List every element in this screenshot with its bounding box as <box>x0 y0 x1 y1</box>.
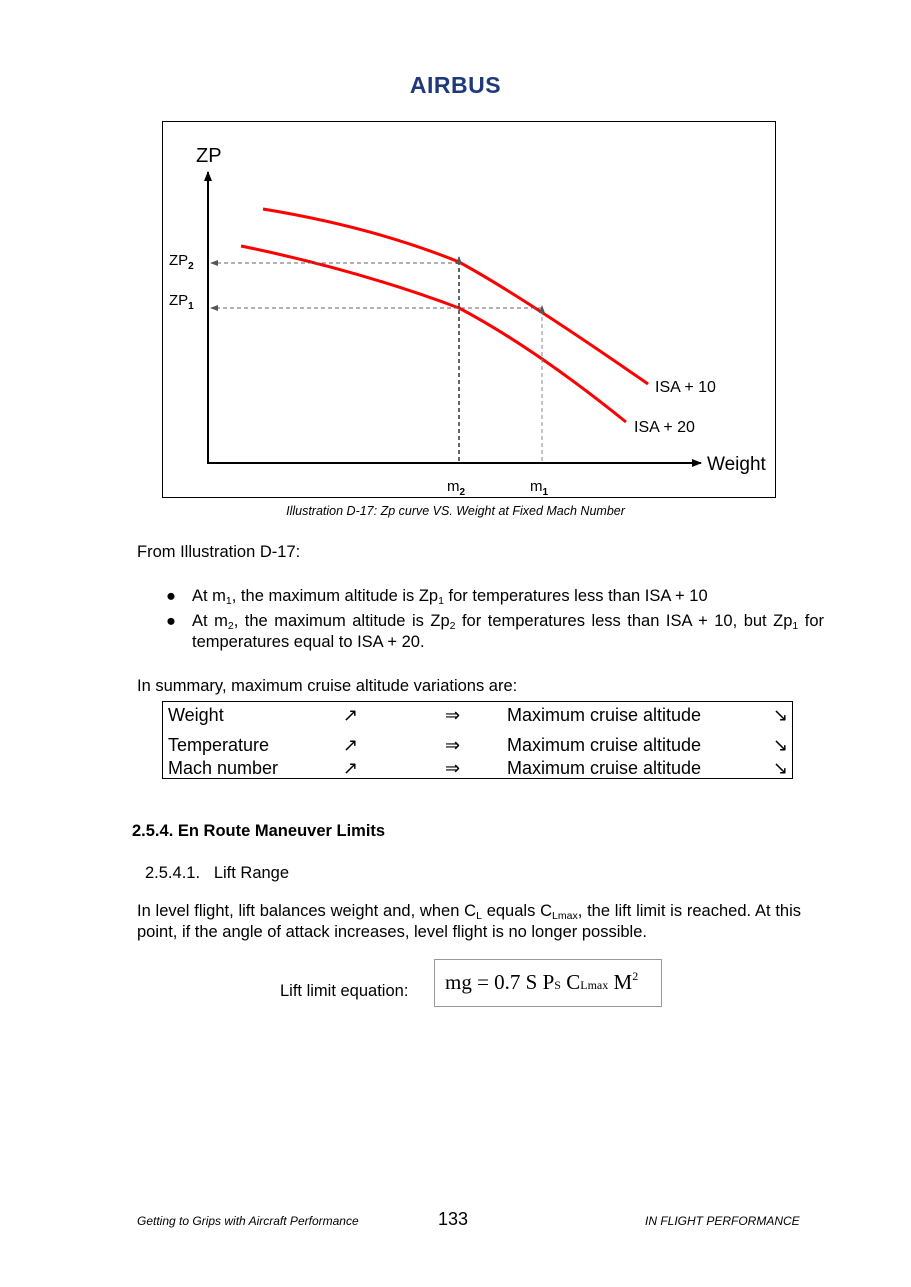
decrease-arrow: ↘ <box>773 758 789 778</box>
result-cell: Maximum cruise altitude <box>507 758 702 778</box>
zp-weight-diagram <box>163 122 775 497</box>
equation-label: Lift limit equation: <box>280 982 409 1000</box>
footer-left: Getting to Grips with Aircraft Performance <box>137 1214 359 1228</box>
variations-table <box>162 701 793 779</box>
intro-paragraph: From Illustration D-17: <box>137 543 301 561</box>
zp-weight-figure <box>162 121 776 498</box>
param-cell: Temperature <box>168 735 270 755</box>
subsection-heading: 2.5.4.1. Lift Range <box>145 864 290 882</box>
bullet-item-2: At $m_2$, the maximum altitude is $Zp_2$ for temperatures less than ISA + 10, but $Zp_1$ for temperatures equal to ISA + 20. <box>192 612 824 651</box>
curve-isa-plus-10 <box>263 209 648 384</box>
increase-arrow: ↗ <box>343 705 359 725</box>
implies-symbol: ⇒ <box>445 705 461 725</box>
section-heading: 2.5.4. En Route Maneuver Limits <box>132 822 386 840</box>
bullet-dot-1: ● <box>166 587 176 605</box>
result-cell: Maximum cruise altitude <box>507 735 702 755</box>
bullet-dot-2: ● <box>166 612 176 630</box>
lift-limit-equation <box>434 959 662 1007</box>
isa-plus-10-label: ISA + 10 <box>655 379 716 396</box>
m1-label: $m_1$ <box>530 478 549 497</box>
param-cell: Weight <box>168 705 224 725</box>
decrease-arrow: ↘ <box>773 705 789 725</box>
zp1-label: $ZP_1$ <box>169 292 194 312</box>
equation-formula: mg = 0.7 S PS CLmax $M^2$ <box>445 969 639 994</box>
summary-intro: In summary, maximum cruise altitude variations are: <box>137 677 518 695</box>
isa-plus-20-label: ISA + 20 <box>634 419 695 436</box>
footer-right: IN FLIGHT PERFORMANCE <box>645 1214 800 1228</box>
page-number: 133 <box>438 1209 469 1229</box>
increase-arrow: ↗ <box>343 758 359 778</box>
implies-symbol: ⇒ <box>445 735 461 755</box>
m2-label: $m_2$ <box>447 478 466 497</box>
airbus-logo: AIRBUS <box>409 72 502 98</box>
x-axis-label: Weight <box>707 454 766 475</box>
decrease-arrow: ↘ <box>773 735 789 755</box>
zp2-label: $ZP_2$ <box>169 252 194 272</box>
figure-caption: Illustration D-17: Zp curve VS. Weight at Fixed Mach Number <box>286 504 625 518</box>
param-cell: Mach number <box>168 758 279 778</box>
curve-isa-plus-20 <box>241 246 626 422</box>
lift-range-paragraph: In level flight, lift balances weight and, when $C_L$ equals $C_{Lmax}$, the lift limit is reached. At this point, if the angle of attack increases, level flight is no longer possible. <box>137 902 801 941</box>
implies-symbol: ⇒ <box>445 758 461 778</box>
increase-arrow: ↗ <box>343 735 359 755</box>
table-row <box>163 756 792 780</box>
table-row <box>163 703 792 727</box>
result-cell: Maximum cruise altitude <box>507 705 702 725</box>
table-row <box>163 733 792 757</box>
y-axis-label: ZP <box>196 145 222 167</box>
bullet-item-1: At $m_1$, the maximum altitude is $Zp_1$ for temperatures less than ISA + 10 <box>192 587 708 607</box>
